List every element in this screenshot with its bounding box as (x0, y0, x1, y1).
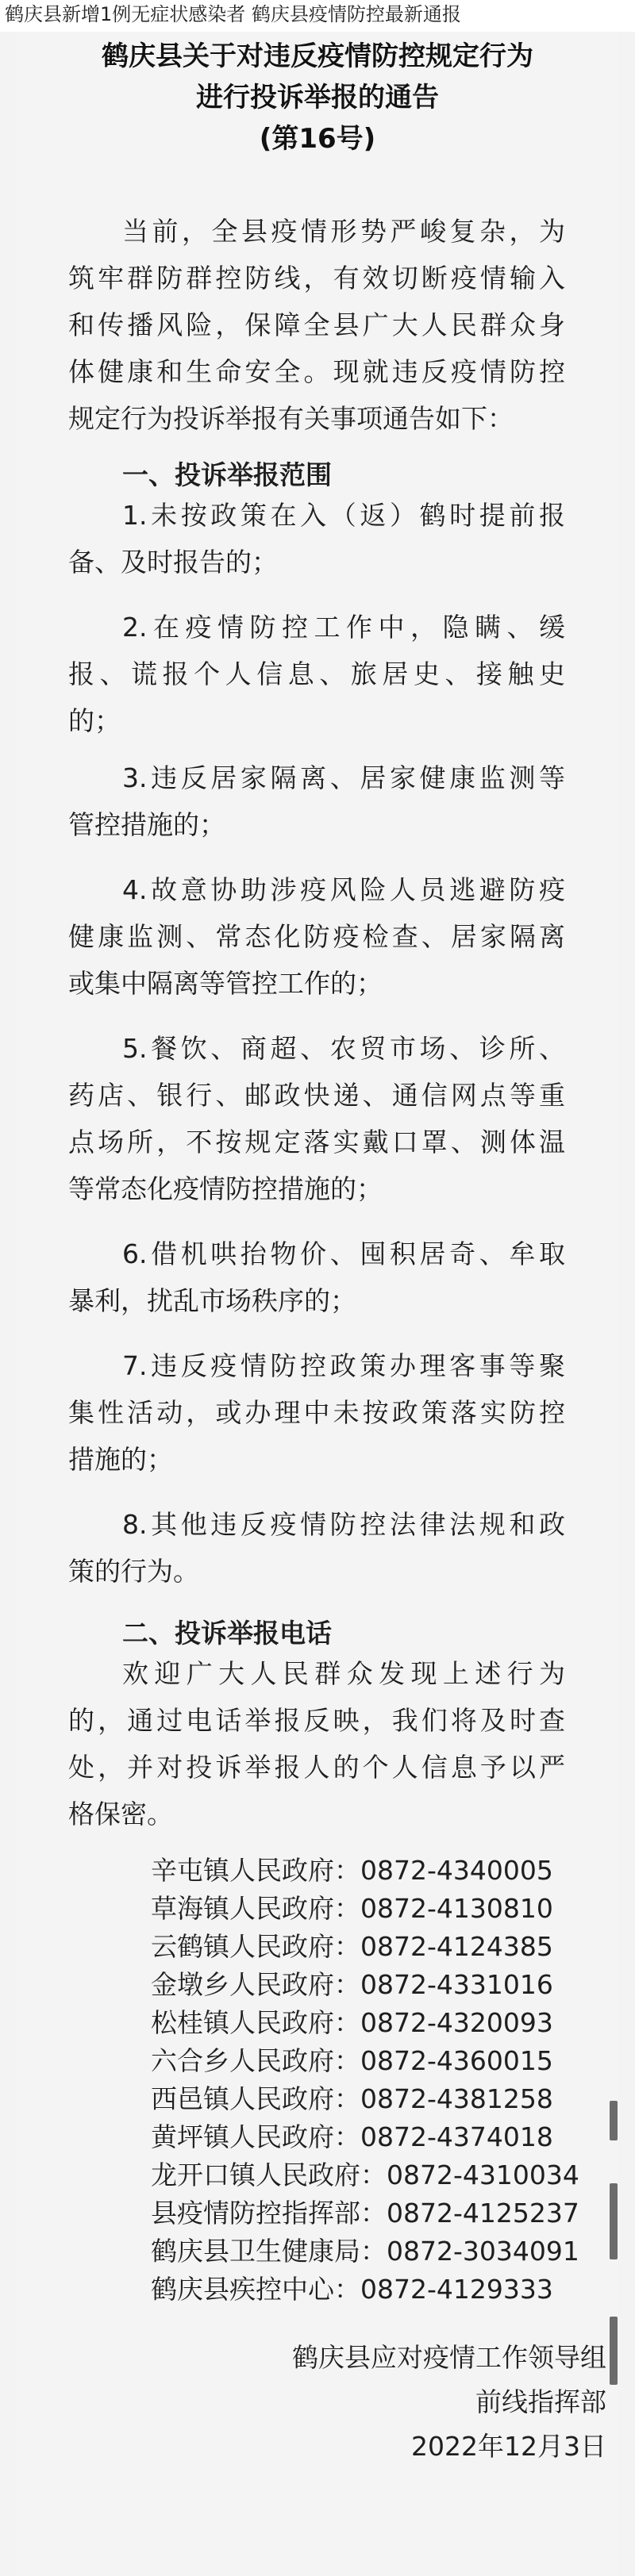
list-item-line: 4.故意协助涉疫风险人员逃避防疫 (122, 874, 565, 905)
phone-entry: 黄坪镇人民政府：0872-4374018 (151, 2121, 553, 2152)
notice-document (17, 32, 618, 2576)
notice-title: 进行投诉举报的通告 (196, 82, 439, 113)
list-item-line: 健康监测、常态化防疫检查、居家隔离 (68, 921, 565, 952)
hotline-intro-line: 的，通过电话举报反映，我们将及时查 (68, 1705, 565, 1736)
issuer-name: 前线指挥部 (475, 2386, 606, 2417)
list-item-line: 1.未按政策在入（返）鹤时提前报 (122, 500, 565, 531)
list-item-line: 策的行为。 (68, 1556, 199, 1587)
list-item-line: 7.违反疫情防控政策办理客事等聚 (122, 1350, 565, 1381)
phone-entry: 金墩乡人民政府：0872-4331016 (151, 1969, 553, 2000)
list-item-line: 点场所，不按规定落实戴口罩、测体温 (68, 1127, 565, 1157)
phone-entry: 辛屯镇人民政府：0872-4340005 (151, 1855, 553, 1886)
intro-line: 筑牢群防群控防线，有效切断疫情输入 (68, 263, 565, 294)
list-item-line: 或集中隔离等管控工作的； (68, 968, 383, 999)
list-item-line: 报、谎报个人信息、旅居史、接触史 (68, 658, 565, 689)
hotline-intro-line: 欢迎广大人民群众发现上述行为 (122, 1658, 565, 1689)
notice-number: (第16号) (259, 123, 376, 155)
side-marker (610, 2183, 618, 2259)
list-item-line: 药店、银行、邮政快递、通信网点等重 (68, 1080, 565, 1111)
phone-entry: 西邑镇人民政府：0872-4381258 (151, 2083, 553, 2114)
list-item-line: 备、及时报告的； (68, 547, 278, 578)
section-heading: 二、投诉举报电话 (122, 1618, 332, 1649)
phone-entry: 松桂镇人民政府：0872-4320093 (151, 2007, 553, 2038)
issuer-name: 鹤庆县应对疫情工作领导组 (292, 2342, 606, 2373)
list-item-line: 8.其他违反疫情防控法律法规和政 (122, 1509, 565, 1540)
phone-entry: 鹤庆县疾控中心：0872-4129333 (151, 2274, 553, 2305)
list-item-line: 措施的； (68, 1444, 173, 1475)
intro-line: 规定行为投诉举报有关事项通告如下： (68, 403, 514, 434)
section-heading: 一、投诉举报范围 (122, 459, 332, 490)
intro-line: 当前，全县疫情形势严峻复杂，为 (122, 216, 565, 247)
phone-entry: 草海镇人民政府：0872-4130810 (151, 1893, 553, 1924)
list-item-line: 6.借机哄抬物价、囤积居奇、牟取 (122, 1238, 565, 1269)
phone-entry: 云鹤镇人民政府：0872-4124385 (151, 1931, 553, 1962)
list-item-line: 3.违反居家隔离、居家健康监测等 (122, 762, 565, 793)
hotline-intro-line: 格保密。 (68, 1799, 173, 1829)
list-item-line: 管控措施的； (68, 809, 225, 840)
list-item-line: 暴利，扰乱市场秩序的； (68, 1285, 356, 1316)
intro-line: 体健康和生命安全。现就违反疫情防控 (68, 356, 565, 387)
notice-title: 鹤庆县关于对违反疫情防控规定行为 (102, 40, 533, 72)
list-item-line: 的； (68, 705, 121, 736)
list-item-line: 2.在疫情防控工作中，隐瞒、缓 (122, 612, 565, 643)
list-item-line: 集性活动，或办理中未按政策落实防控 (68, 1397, 565, 1428)
list-item-line: 等常态化疫情防控措施的； (68, 1173, 383, 1204)
phone-entry: 六合乡人民政府：0872-4360015 (151, 2045, 553, 2076)
page-caption: 鹤庆县新增1例无症状感染者 鹤庆县疫情防控最新通报 (0, 0, 635, 32)
side-marker (610, 2101, 618, 2140)
phone-entry: 县疫情防控指挥部：0872-4125237 (151, 2198, 579, 2229)
notice-date: 2022年12月3日 (411, 2431, 606, 2462)
phone-entry: 鹤庆县卫生健康局：0872-3034091 (151, 2236, 579, 2267)
list-item-line: 5.餐饮、商超、农贸市场、诊所、 (122, 1033, 565, 1064)
side-marker (610, 2317, 618, 2385)
phone-entry: 龙开口镇人民政府：0872-4310034 (151, 2159, 579, 2190)
hotline-intro-line: 处，并对投诉举报人的个人信息予以严 (68, 1752, 565, 1783)
intro-line: 和传播风险，保障全县广大人民群众身 (68, 309, 565, 340)
